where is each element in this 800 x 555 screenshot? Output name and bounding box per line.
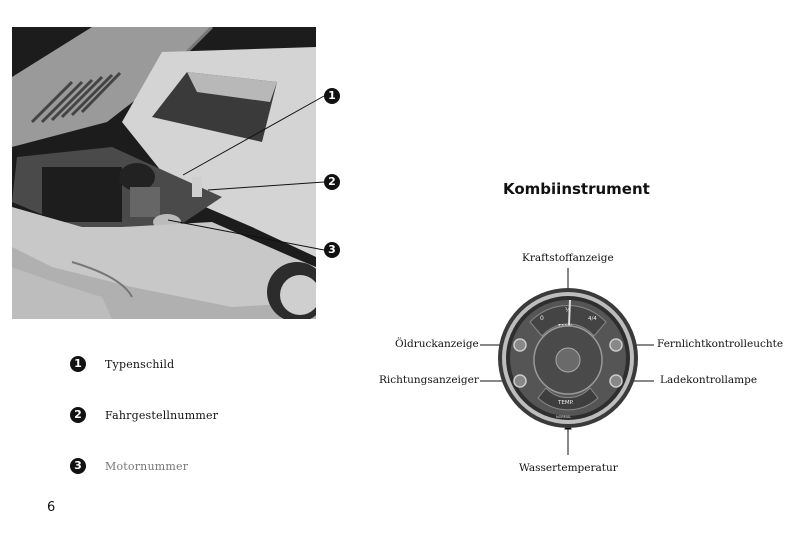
oil-pressure-lamp [514, 339, 526, 351]
page-number: 6 [47, 500, 56, 515]
label-water-temperature: Wassertemperatur [519, 462, 618, 474]
fuel-scale-empty: 0 [540, 315, 544, 322]
legend-number: 1 [70, 356, 86, 372]
label-fuel-gauge: Kraftstoffanzeige [522, 252, 614, 264]
legend-label: Fahrgestellnummer [105, 408, 219, 422]
callout-1: 1 [324, 88, 340, 104]
temp-mark: NORMAL [556, 415, 572, 419]
label-high-beam: Fernlichtkontrolleuchte [657, 338, 784, 350]
label-turn-signal: Richtungsanzeiger [379, 374, 479, 386]
section-title: Kombiinstrument [503, 180, 650, 198]
legend-label: Typenschild [105, 357, 175, 371]
legend-number: 3 [70, 458, 86, 474]
callout-3: 3 [324, 242, 340, 258]
fuel-scale-full: 4/4 [588, 316, 597, 322]
combination-instrument [490, 280, 650, 440]
callout-2: 2 [324, 174, 340, 190]
high-beam-lamp [610, 339, 622, 351]
legend-number: 2 [70, 407, 86, 423]
temp-word: TEMP. [558, 400, 574, 406]
label-oil-pressure: Öldruckanzeige [395, 338, 479, 350]
fuel-scale-half: ½ [565, 307, 571, 314]
label-charging: Ladekontrollampe [660, 374, 758, 386]
legend-label: Motornummer [105, 459, 189, 473]
turn-signal-lamp [514, 375, 526, 387]
charging-lamp [610, 375, 622, 387]
